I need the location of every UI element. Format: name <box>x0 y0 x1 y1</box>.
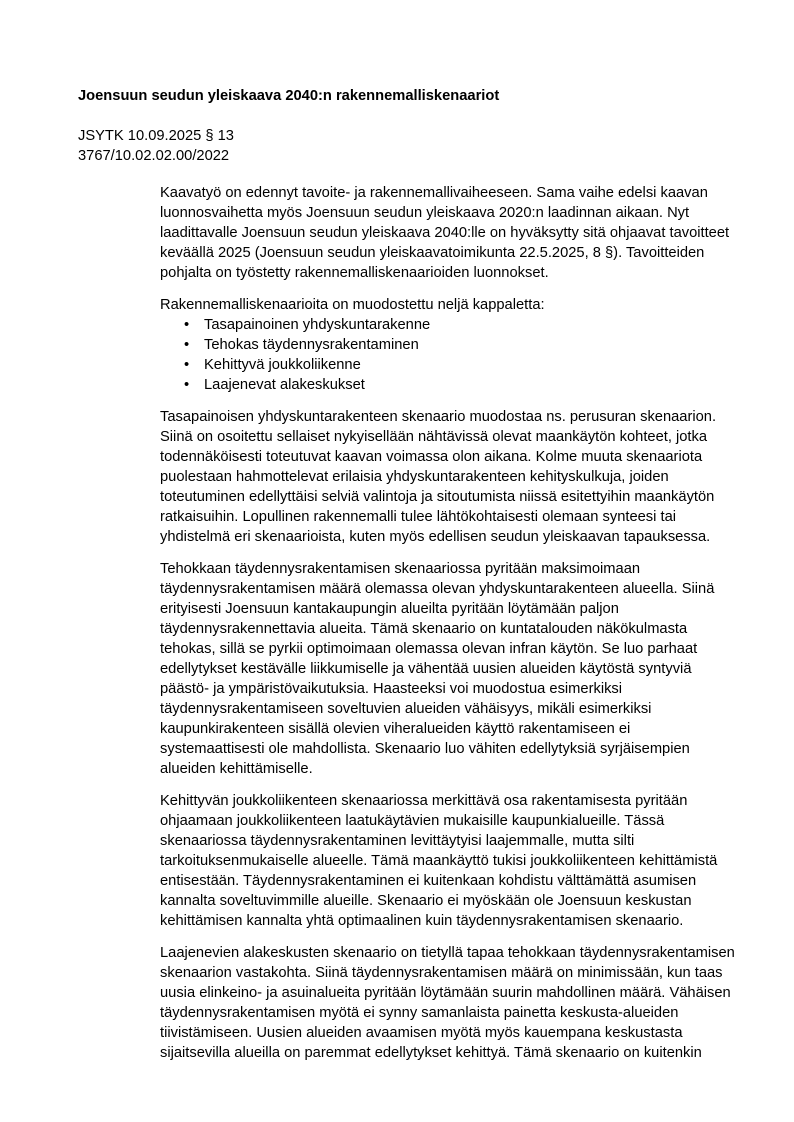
bullet-icon <box>184 335 204 355</box>
paragraph-public-transport-scenario: Kehittyvän joukkoliikenteen skenaariossa merkittävä osa rakentamisesta pyritään ohjaamaan joukkoliikenteen laatukäytävien mukaisille kaupunkialueille. Tässä skenaariossa täydennysrakentaminen levittäytyisi laajemmalle, mutta silti tarkoituksenmukaiselle alueelle. Tämä maankäyttö tukisi joukkoliikenteen kehittämistä entisestään. Täydennysrakentaminen ei kuitenkaan kohdistu välttämättä asumisen kannalta soveltuvimmille alueille. Skenaario ei myöskään ole Joensuun keskustan kehittämisen kannalta yhtä optimaalinen kuin täydennysrakentamisen skenaario. <box>160 793 718 929</box>
paragraph-plan-progress: Kaavatyö on edennyt tavoite- ja rakennemallivaiheeseen. Sama vaihe edelsi kaavan luonnosvaihetta myös Joensuun seudun yleiskaava 2020:n laadinnan aikaan. Nyt laadittavalle Joensuun seudun yleiskaava 2040:lle on hyväksytty sitä ohjaavat tavoitteet keväällä 2025 (Joensuun seudun yleiskaavatoimikunta 22.5.2025, 8 §). Tavoitteiden pohjalta on työstetty rakennemalliskenaarioiden luonnokset. <box>160 185 730 281</box>
list-item-label: Laajenevat alakeskukset <box>204 377 365 393</box>
list-item <box>184 315 738 335</box>
scenario-list <box>160 315 738 395</box>
scenario-list-intro: Rakennemalliskenaarioita on muodostettu neljä kappaletta: <box>160 297 545 313</box>
list-item-label: Kehittyvä joukkoliikenne <box>204 357 361 373</box>
list-item-label: Tehokas täydennysrakentaminen <box>204 337 419 353</box>
list-item <box>184 355 738 375</box>
bullet-icon <box>184 355 204 375</box>
list-item <box>184 375 738 395</box>
document-title: Joensuun seudun yleiskaava 2040:n rakennemalliskenaariot <box>78 88 500 104</box>
paragraph-infill-scenario: Tehokkaan täydennysrakentamisen skenaariossa pyritään maksimoimaan täydennysrakentamisen määrä olemassa olevan yhdyskuntarakenteen alueella. Siinä erityisesti Joensuun kantakaupungin alueilta pyritään löytämään paljon täydennysrakennettavia alueita. Tämä skenaario on kuntatalouden näkökulmasta tehokas, sillä se pyrkii optimoimaan olemassa olevan infran käytön. Se luo parhaat edellytykset kestävälle liikkumiselle ja vähentää uusien alueiden käytöstä syntyviä päästö- ja ympäristövaikutuksia. Haasteeksi voi muodostua esimerkiksi täydennysrakentamiseen soveltuvien alueiden vähäisyys, mikäli esimerkiksi kaupunkirakenteen sisällä olevien viheralueiden käyttö rakentamiseen ei systemaattisesti ole mahdollista. Skenaario luo vähiten edellytyksiä syrjäisempien alueiden kehittämiselle. <box>160 561 715 777</box>
meta-committee-line: JSYTK 10.09.2025 § 13 <box>78 128 234 144</box>
document-body <box>160 183 738 1075</box>
meta-record-number: 3767/10.02.02.00/2022 <box>78 148 230 164</box>
paragraph-balanced-structure-scenario: Tasapainoisen yhdyskuntarakenteen skenaario muodostaa ns. perusuran skenaarion. Siinä on osoitettu sellaiset nykyisellään nähtävissä olevat maankäytön kohteet, jotka todennäköisesti toteutuvat kaavan voimassa olon aikana. Kolme muuta skenaariota puolestaan hahmottelevat erilaisia yhdyskuntarakenteen kehityskulkuja, joiden toteutuminen edellyttäisi selviä valintoja ja sitoutumista niissä esitettyihin maankäytön ratkaisuihin. Lopullinen rakennemalli tulee lähtökohtaisesti olemaan synteesi tai yhdistelmä eri skenaarioista, kuten myös edellisen seudun yleiskaavan tapauksessa. <box>160 409 717 545</box>
list-item <box>184 335 738 355</box>
bullet-icon <box>184 315 204 335</box>
list-item-label: Tasapainoinen yhdyskuntarakenne <box>204 317 431 333</box>
bullet-icon <box>184 375 204 395</box>
paragraph-subcenters-scenario: Laajenevien alakeskusten skenaario on tietyllä tapaa tehokkaan täydennysrakentamisen skenaarion vastakohta. Siinä täydennysrakentamisen määrä on minimissään, kun taas uusia elinkeino- ja asuinalueita pyritään löytämään suurin mahdollinen määrä. Vähäisen täydennysrakentamisen myötä ei synny samanlaista painetta keskusta-alueiden tiivistämiseen. Uusien alueiden avaamisen myötä myös kauempana keskustasta sijaitsevilla alueilla on paremmat edellytykset kehittyä. Tämä skenaario on kuitenkin <box>160 945 735 1061</box>
meta-block <box>78 126 234 166</box>
